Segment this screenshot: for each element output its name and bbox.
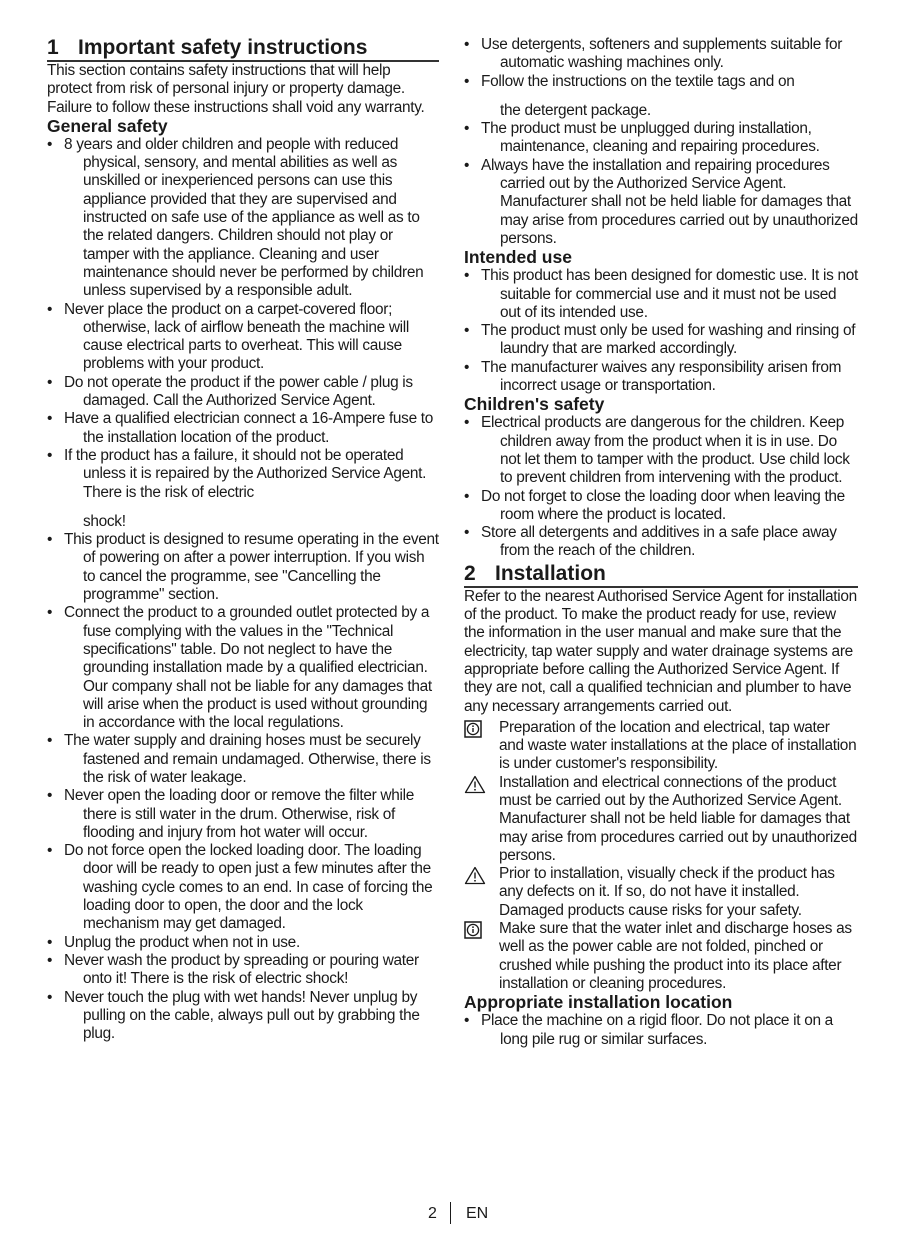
note-item [464,920,858,993]
info-icon [464,920,499,939]
section-title: Installation [495,561,606,585]
note-text: Make sure that the water inlet and discharge hoses as well as the power cable are not folded, pinched or crushed while pushing the product into its place after installation or cleaning procedures. [499,920,852,992]
warning-icon [464,865,499,885]
list-item: • Do not operate the product if the power cable / plug is damaged. Call the Authorized Service Agent. [47,374,439,411]
list-item-continuation: shock! [83,512,126,530]
list-item: • If the product has a failure, it should not be operated unless it is repaired by the Authorized Service Agent. There is the risk of electric [47,447,439,502]
list-item: • Have a qualified electrician connect a 16-Ampere fuse to the installation location of the product. [47,410,439,447]
list-item: • The product must only be used for washing and rinsing of laundry that are marked accordingly. [464,322,858,359]
footer-divider [450,1202,451,1224]
section-title: Important safety instructions [78,36,368,59]
list-item: • Follow the instructions on the textile tags and on [464,73,858,91]
list-item: • Place the machine on a rigid floor. Do not place it on a long pile rug or similar surfaces. [464,1012,858,1049]
list-item: • Connect the product to a grounded outlet protected by a fuse complying with the values in the "Technical specifications" table. Do not neglect to have the grounding installation made by a qualified electrician. Our company shall not be liable for any damages that will arise when the product is used without grounding in accordance with the local regulations. [47,604,439,732]
note-item [464,774,858,865]
note-text: Installation and electrical connections of the product must be carried out by the Authorized Service Agent. Manufacturer shall not be held liable for damages that may arise from procedures carried out by unauthorized persons. [499,773,857,864]
intended-use-heading: Intended use [464,247,572,268]
general-safety-heading: General safety [47,115,168,136]
list-item: • This product is designed to resume operating in the event of powering on after a power interruption. If you wish to cancel the programme, see "Cancelling the programme" section. [47,531,439,604]
left-column [47,36,439,1043]
list-item: • Unplug the product when not in use. [47,934,439,952]
installation-location-heading: Appropriate installation location [464,992,733,1013]
general-safety-list-right [464,36,858,91]
note-text: Preparation of the location and electrical, tap water and waste water installations at the place of installation is under customer's responsibility. [499,718,857,773]
section-2-intro: Refer to the nearest Authorised Service Agent for installation of the product. To make the product ready for use, review the information in the user manual and make sure that the electricity, tap water supply and water drainage systems are appropriate before calling the Authorized Service Agent. If they are not, call a qualified technician and plumber to have any necessary arrangements carried out. [464,587,857,715]
warning-icon [464,774,499,794]
list-item: • Store all detergents and additives in a safe place away from the reach of the children. [464,524,858,561]
list-item: • Never open the loading door or remove the filter while there is still water in the drum. Otherwise, risk of flooding and injury from hot water will occur. [47,787,439,842]
installation-notes [464,719,858,993]
info-icon [464,719,499,738]
list-item: • The product must be unplugged during installation, maintenance, cleaning and repairing procedures. [464,120,858,157]
list-item: • Never wash the product by spreading or pouring water onto it! There is the risk of electric shock! [47,952,439,989]
list-item: • Do not forget to close the loading door when leaving the room where the product is located. [464,488,858,525]
list-item: • This product has been designed for domestic use. It is not suitable for commercial use and it must not be used out of its intended use. [464,267,858,322]
note-item [464,865,858,920]
general-safety-list-right-cont [464,120,858,248]
general-safety-list [47,136,439,502]
section-1-intro: This section contains safety instructions that will help protect from risk of personal injury or property damage. Failure to follow these instructions shall void any warranty. [47,62,425,116]
list-item: • Use detergents, softeners and supplements suitable for automatic washing machines only. [464,36,858,73]
section-1-heading [47,36,439,62]
list-item: • The water supply and draining hoses must be securely fastened and remain undamaged. Otherwise, there is the risk of water leakage. [47,732,439,787]
section-number: 1 [47,36,59,59]
general-safety-list-cont [47,531,439,1043]
right-column [464,36,858,1049]
intended-use-list [464,267,858,395]
language-code: EN [466,1205,489,1222]
childrens-safety-list [464,414,858,560]
list-item: • Never place the product on a carpet-covered floor; otherwise, lack of airflow beneath the machine will cause electrical parts to overheat. This will cause problems with your product. [47,301,439,374]
childrens-safety-heading: Children's safety [464,394,605,415]
list-item: • Electrical products are dangerous for the children. Keep children away from the product when it is in use. Do not let them to tamper with the product. Use child lock to prevent children from intervening with the product. [464,414,858,487]
list-item: • The manufacturer waives any responsibility arisen from incorrect usage or transportation. [464,359,858,396]
list-item: • Do not force open the locked loading door. The loading door will be ready to open just a few minutes after the washing cycle comes to an end. In case of forcing the loading door to open, the door and the lock mechanism may get damaged. [47,842,439,933]
note-text: Prior to installation, visually check if the product has any defects on it. If so, do not have it installed. Damaged products cause risks for your safety. [499,865,835,919]
list-item: • Never touch the plug with wet hands! Never unplug by pulling on the cable, always pull out by grabbing the plug. [47,989,439,1044]
section-number: 2 [464,561,476,585]
installation-location-list [464,1012,858,1049]
note-item [464,719,858,774]
section-2-heading [464,562,858,588]
list-item: • 8 years and older children and people with reduced physical, sensory, and mental abilities as well as unskilled or inexperienced persons can use this appliance provided that they are supervised and instructed on safe use of the appliance as well as to the related dangers. Children should not play or tamper with the appliance. Cleaning and user maintenance should never be performed by children unless supervised by a responsible adult. [47,136,439,301]
list-item: • Always have the installation and repairing procedures carried out by the Authorized Service Agent. Manufacturer shall not be held liable for damages that may arise from procedures carried out by unauthorized persons. [464,157,858,248]
page-number: 2 [428,1205,437,1222]
list-item-continuation: the detergent package. [500,101,651,119]
